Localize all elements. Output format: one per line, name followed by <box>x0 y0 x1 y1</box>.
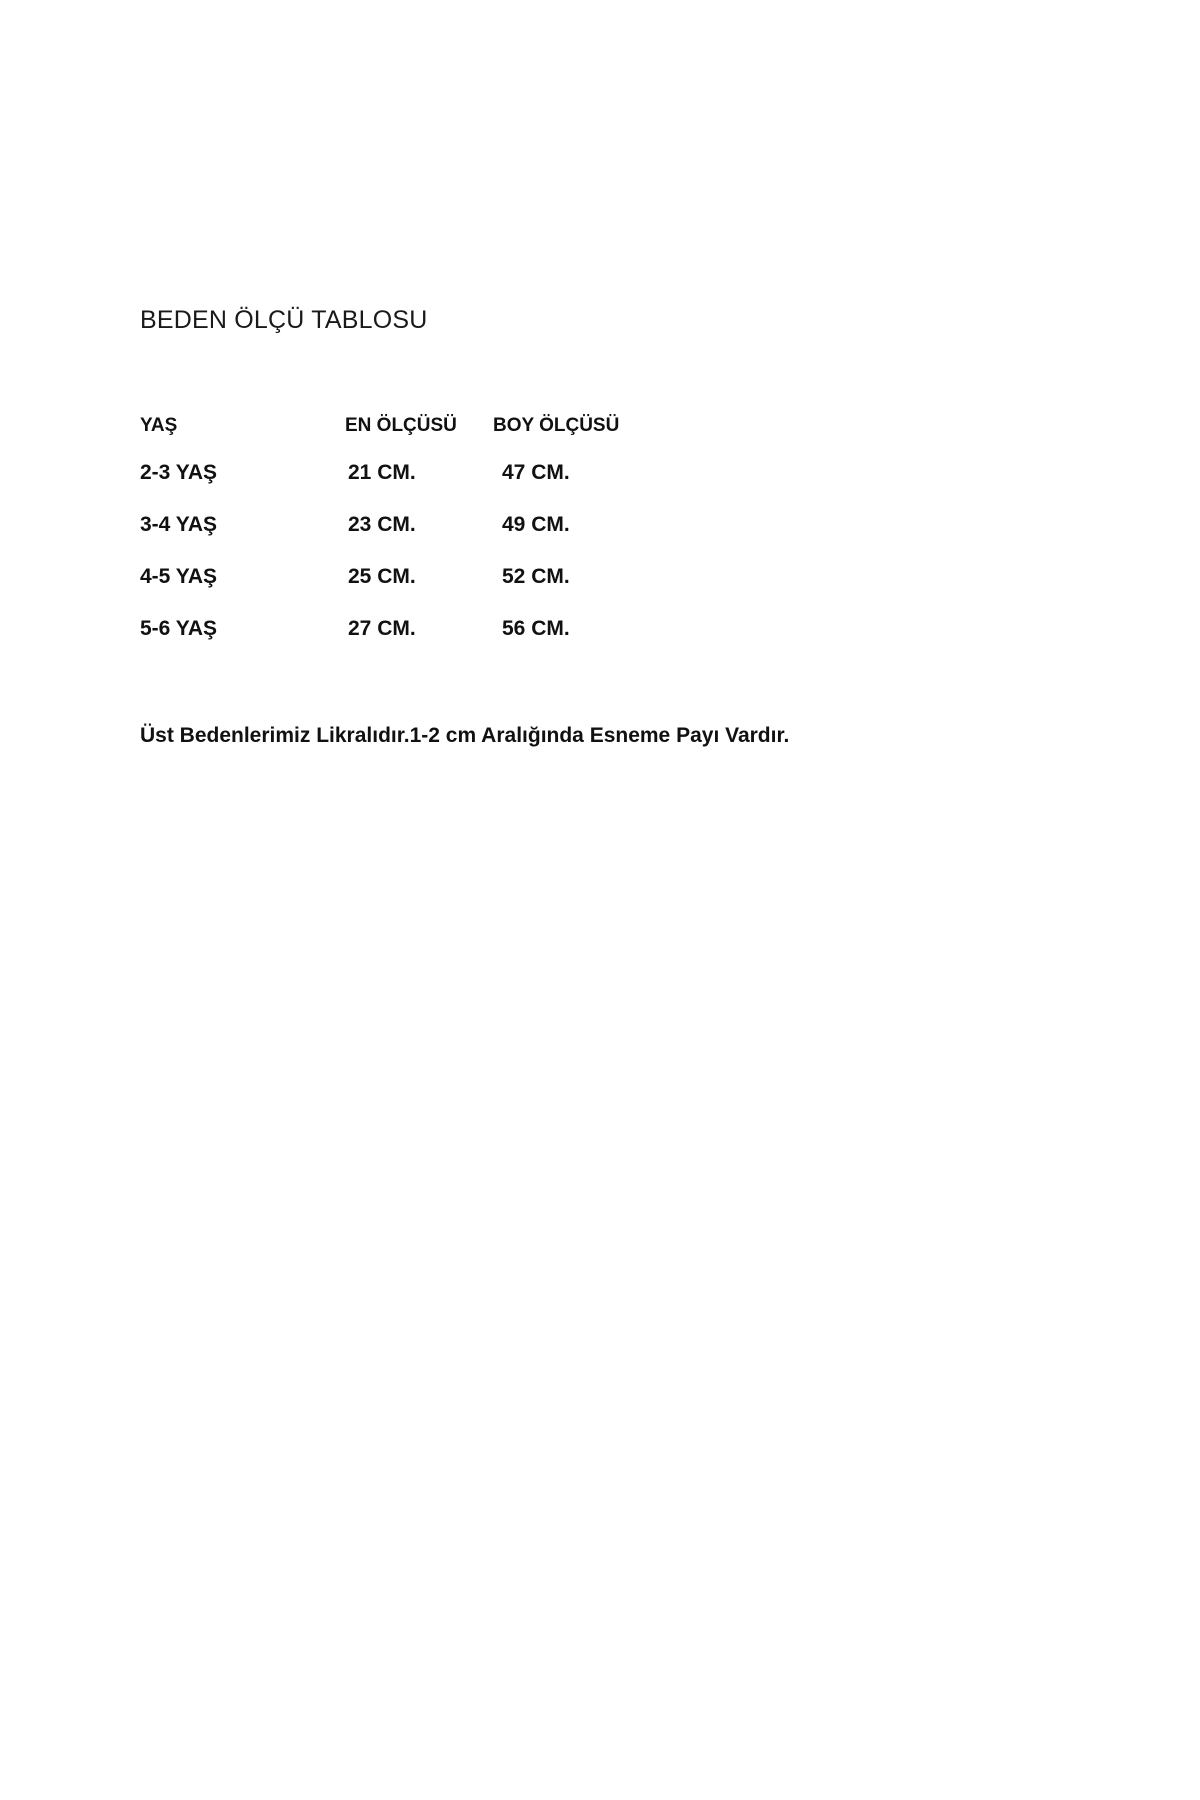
stretch-note: Üst Bedenlerimiz Likralıdır.1-2 cm Aralığında Esneme Payı Vardır. <box>140 724 790 747</box>
cell-width: 27 CM. <box>348 617 416 640</box>
cell-length: 56 CM. <box>502 617 570 640</box>
table-row <box>140 447 693 499</box>
cell-width: 21 CM. <box>348 461 416 484</box>
cell-length: 52 CM. <box>502 565 570 588</box>
cell-age: 4-5 YAŞ <box>140 565 218 588</box>
table-row <box>140 499 693 551</box>
cell-age: 3-4 YAŞ <box>140 513 218 536</box>
table-row <box>140 551 693 603</box>
cell-age: 5-6 YAŞ <box>140 617 218 640</box>
cell-age: 2-3 YAŞ <box>140 461 218 484</box>
header-width: EN ÖLÇÜSÜ <box>345 415 457 436</box>
header-age: YAŞ <box>140 415 178 436</box>
page-title: BEDEN ÖLÇÜ TABLOSU <box>140 306 428 334</box>
table-row <box>140 603 693 655</box>
header-length: BOY ÖLÇÜSÜ <box>493 415 620 436</box>
table-header-row <box>140 405 693 447</box>
cell-width: 23 CM. <box>348 513 416 536</box>
cell-width: 25 CM. <box>348 565 416 588</box>
size-chart-table <box>140 405 693 655</box>
cell-length: 47 CM. <box>502 461 570 484</box>
cell-length: 49 CM. <box>502 513 570 536</box>
